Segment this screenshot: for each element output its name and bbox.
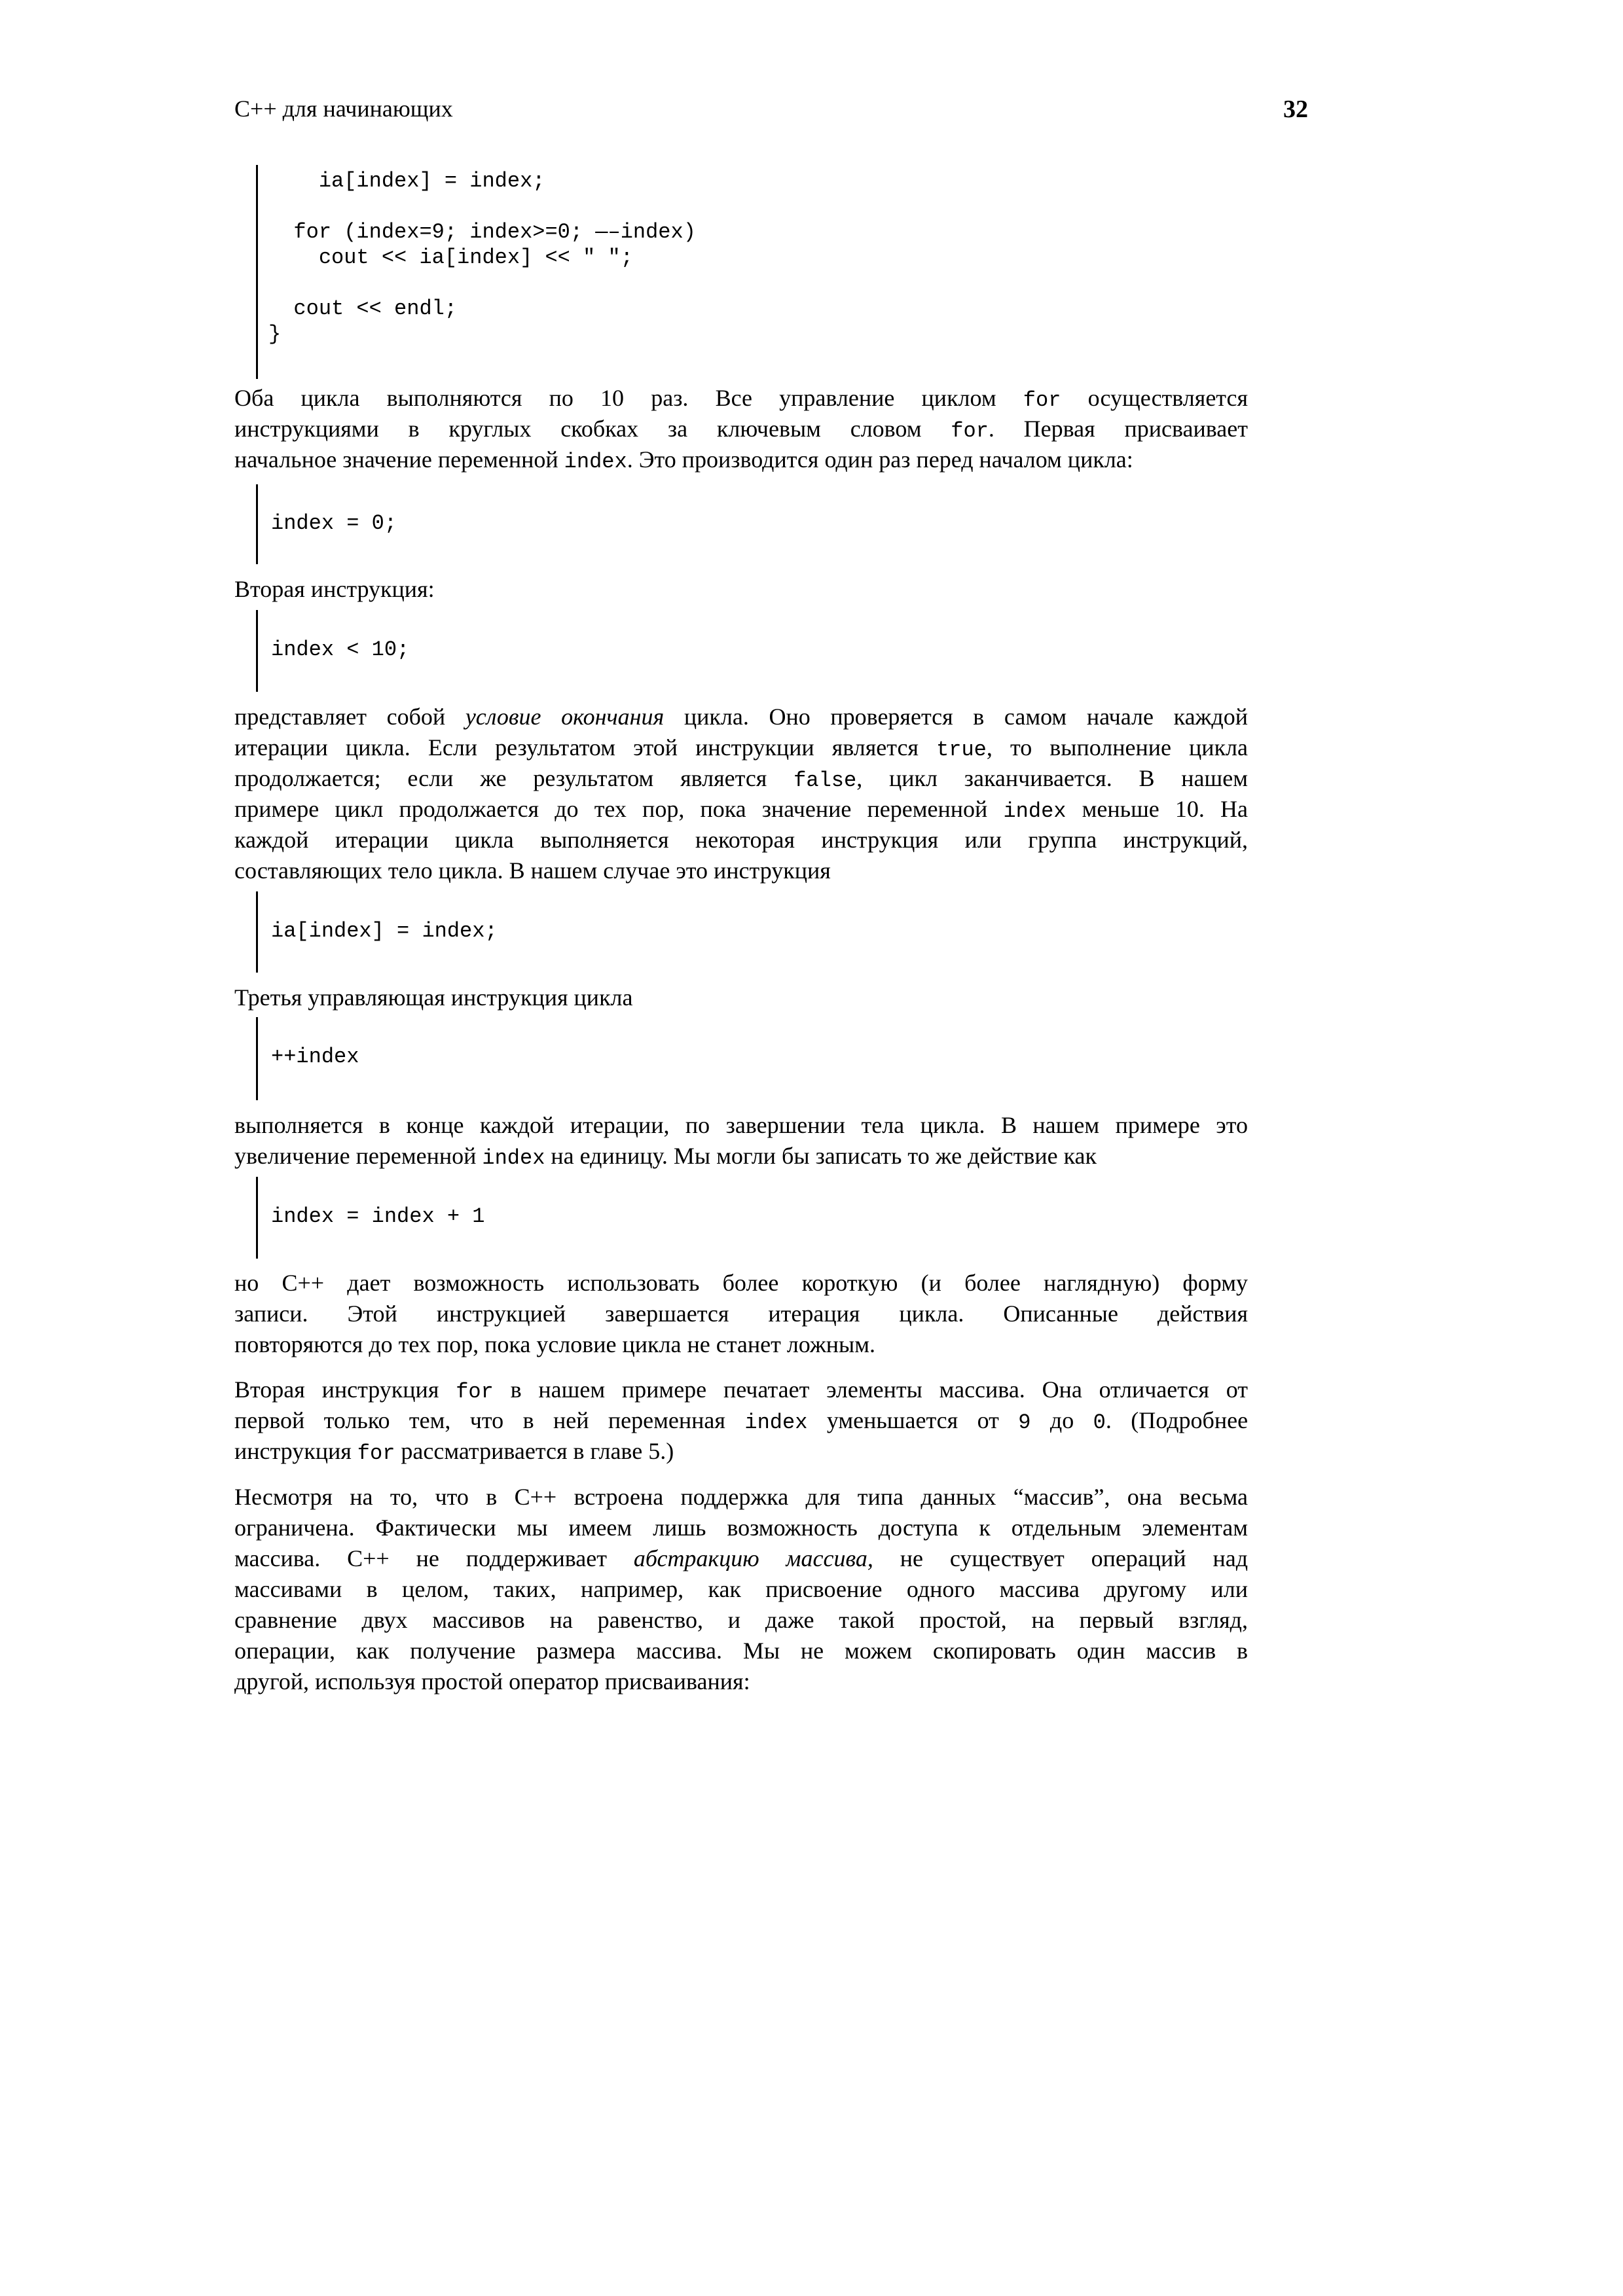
paragraph-shorthand: но С++ дает возможность использовать более короткую (и более наглядную) форму записи. Этой инструкцией завершается итерация цикла. Описанные действия повторяются до тех пор, пока условие цикла не станет ложным. [234, 1270, 1248, 1357]
paragraph-third-instruction: Третья управляющая инструкция цикла [234, 984, 633, 1011]
code-line: index < 10; [271, 637, 410, 662]
code-line: for (index=9; index>=0; —–index) [268, 220, 696, 244]
paragraph-loop-control: Оба цикла выполняются по 10 раз. Все управление циклом for осуществляется инструкциями в круглых скобках за ключевым словом for. Первая присваивает начальное значение переменной index. Это производится один раз перед началом цикла: [234, 385, 1249, 474]
paragraph-second-instruction: Вторая инструкция: [234, 576, 435, 602]
paragraph-increment: выполняется в конце каждой итерации, по завершении тела цикла. В нашем примере это увеличение переменной index на единицу. Мы могли бы записать то же действие как [234, 1112, 1248, 1170]
emphasis: условие окончания [465, 704, 665, 730]
code-block-body [256, 891, 498, 973]
paragraph-second-for: Вторая инструкция for в нашем примере печатает элементы массива. Она отличается от первой только тем, что в ней переменная index уменьшается от 9 до 0. (Подробнее инструкция for рассматривается в главе 5.) [234, 1376, 1249, 1465]
page-header [234, 95, 1308, 134]
emphasis: абстракцию массива, [633, 1545, 873, 1571]
code-line: cout << ia[index] << " "; [268, 245, 633, 270]
paragraph-condition: представляет собой условие окончания цикла. Оно проверяется в самом начале каждой итерации цикла. Если результатом этой инструкции является true, то выполнение цикла продолжается; если же результатом является false, цикл заканчивается. В нашем примере цикл продолжается до тех пор, пока значение переменной index меньше 10. На каждой итерации цикла выполняется некоторая инструкция или группа инструкций, составляющих тело цикла. В нашем случае это инструкция [234, 704, 1249, 884]
code-block-loops [256, 165, 696, 379]
code-line: cout << endl; [268, 296, 458, 321]
code-line: index = index + 1 [271, 1204, 485, 1229]
code-line: index = 0; [271, 511, 397, 535]
code-line [268, 194, 696, 219]
code-block-condition [256, 610, 409, 692]
running-title: С++ для начинающих [234, 96, 453, 122]
page-number: 32 [1283, 96, 1308, 123]
code-line: } [268, 322, 282, 346]
code-block-assign [256, 1177, 484, 1259]
code-line: ++index [271, 1045, 359, 1069]
paragraph-array-limits: Несмотря на то, что в С++ встроена поддержка для типа данных “массив”, она весьма ограничена. Фактически мы имеем лишь возможность доступа к отдельным элементам массива. С++ не поддерживает абстракцию массива, не существует операций над массивами в целом, таких, например, как присвоение одного массива другому или сравнение двух массивов на равенство, и даже такой простой, на первый взгляд, операции, как получение размера массива. Мы не можем скопировать один массив в другой, используя простой оператор присваивания: [234, 1484, 1249, 1695]
code-line [268, 270, 696, 296]
code-block-init [256, 484, 397, 564]
code-line: ia[index] = index; [268, 169, 545, 193]
code-block-increment [256, 1017, 359, 1100]
code-line: ia[index] = index; [271, 919, 498, 943]
